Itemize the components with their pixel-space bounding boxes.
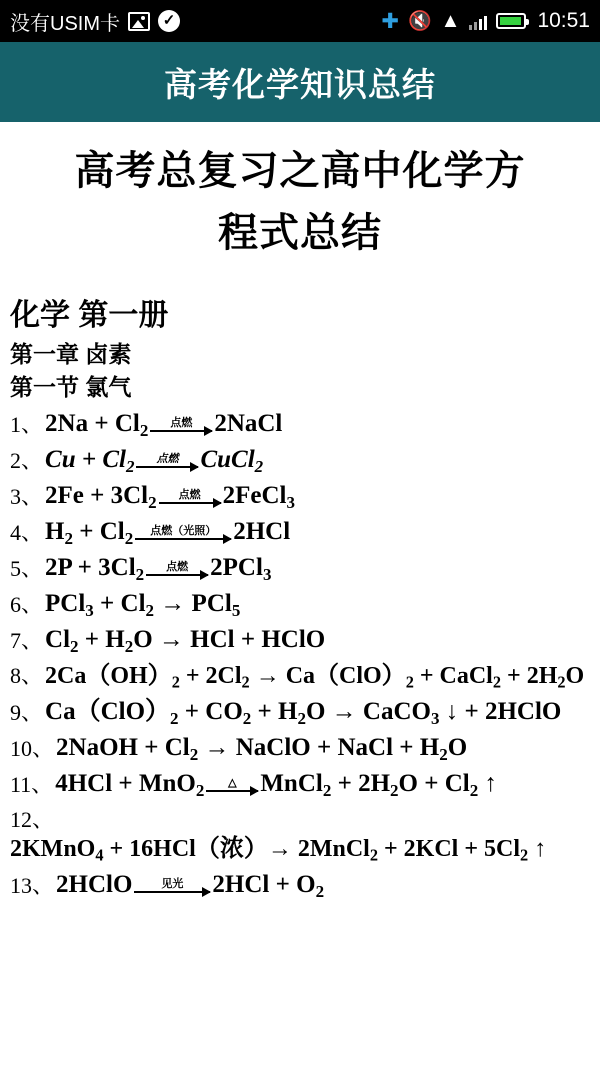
reaction-arrow — [206, 778, 258, 792]
reaction-arrow — [135, 526, 231, 540]
equation-formula: $PCl_3 + Cl_2 \to PCl_5$ — [45, 589, 241, 620]
status-bar-left — [10, 7, 180, 36]
equation-row — [10, 587, 590, 621]
equation-number: 10、 — [10, 735, 55, 761]
equation-formula: $Cu + Cl_2$ 点燃 CuCl$_2$ — [45, 445, 264, 476]
equation-row — [10, 479, 590, 513]
status-bar — [0, 0, 600, 42]
equation-number: 6、 — [10, 591, 44, 617]
equation-formula: $Ca(ClO)_2 + CO_2 + H_2O$ → CaCO$_3$ ↓ + 2HClO — [45, 697, 562, 728]
equation-formula: $Cl_2 + H_2O$ → HCl + HClO — [45, 625, 326, 656]
reaction-condition: 点燃 — [166, 560, 189, 573]
equation-list — [10, 407, 590, 902]
equation-row — [10, 623, 590, 657]
equation-number: 12、 — [10, 806, 55, 832]
equation-formula: $2Fe + 3Cl_2$ 点燃 2FeCl$_3$ — [45, 481, 296, 512]
equation-row — [10, 443, 590, 477]
equation-number: 9、 — [10, 699, 44, 725]
document-title-line1: 高考总复习之高中化学方 — [74, 149, 526, 193]
wifi-icon: ▲ — [440, 10, 461, 32]
section-heading: 第一节 氯气 — [10, 374, 132, 401]
reaction-arrow — [159, 490, 221, 504]
reaction-condition: 点燃 — [178, 488, 201, 501]
battery-icon — [496, 13, 526, 29]
app-title: 高考化学知识总结 — [164, 65, 436, 103]
equation-formula: $2Ca(OH)_2 + 2Cl_2 \to Ca(ClO)_2$ + CaCl$_2$ + $2H_2O$ — [45, 662, 585, 692]
equation-formula: 2NaOH + $Cl_2$ → NaClO + NaCl + $H_2O$ — [56, 733, 468, 764]
signal-bars-icon — [469, 12, 487, 30]
reaction-condition: 点燃（光照） — [150, 524, 217, 537]
reaction-condition: 点燃 — [156, 452, 179, 465]
reaction-condition: △ — [228, 776, 237, 789]
document-content[interactable] — [0, 122, 600, 1067]
equation-number: 7、 — [10, 627, 44, 653]
equation-number: 4、 — [10, 519, 44, 545]
equation-row — [10, 515, 590, 549]
app-title-bar — [0, 42, 600, 122]
equation-number: 13、 — [10, 872, 55, 898]
document-title — [10, 140, 590, 264]
equation-formula: $2P + 3Cl_2$ 点燃 2PCl$_3$ — [45, 553, 272, 584]
equation-row — [10, 695, 590, 729]
status-bar-right — [381, 9, 590, 33]
equation-formula: 2HClO 见光 $2HCl + O_2$ — [56, 870, 325, 901]
reaction-condition: 见光 — [161, 877, 184, 890]
equation-number: 5、 — [10, 555, 44, 581]
equation-row — [10, 731, 590, 765]
equation-formula: 4HCl + MnO$_2$ △ MnCl$_2$ + $2H_2O + Cl_2$ ↑ — [55, 769, 497, 800]
carrier-label: 没有USIM卡 — [10, 12, 120, 35]
document-title-line2: 程式总结 — [218, 211, 382, 255]
equation-formula: $2Na + Cl_2$ 点燃 2NaCl — [45, 409, 283, 440]
equation-formula: 2KMnO$_4$ + 16HCl（浓）→ 2MnCl$_2$ + $2KCl + 5Cl_2$ ↑ — [10, 835, 547, 865]
equation-formula: $H_2 + Cl_2$ 点燃（光照） 2HCl — [45, 517, 291, 548]
equation-row — [10, 767, 590, 801]
equation-row — [10, 407, 590, 441]
chapter-heading: 第一章 卤素 — [10, 341, 132, 367]
equation-number: 8、 — [10, 662, 44, 688]
bluetooth-icon: ✚ — [381, 9, 399, 33]
reaction-arrow — [150, 418, 212, 432]
book-heading: 化学 第一册 — [10, 299, 169, 332]
clock-label: 10:51 — [537, 9, 590, 32]
mute-icon: 🔇 — [407, 10, 432, 32]
equation-row — [10, 551, 590, 585]
gallery-icon — [128, 12, 150, 31]
equation-number: 11、 — [10, 771, 54, 797]
equation-number: 3、 — [10, 483, 44, 509]
equation-row — [10, 659, 590, 693]
reaction-arrow — [136, 454, 198, 468]
equation-row — [10, 803, 590, 866]
reaction-arrow — [134, 879, 210, 893]
equation-number: 2、 — [10, 447, 44, 473]
reaction-condition: 点燃 — [170, 416, 193, 429]
equation-row — [10, 868, 590, 902]
check-circle-icon: ✓ — [158, 10, 180, 32]
equation-number: 1、 — [10, 411, 44, 437]
reaction-arrow — [146, 562, 208, 576]
